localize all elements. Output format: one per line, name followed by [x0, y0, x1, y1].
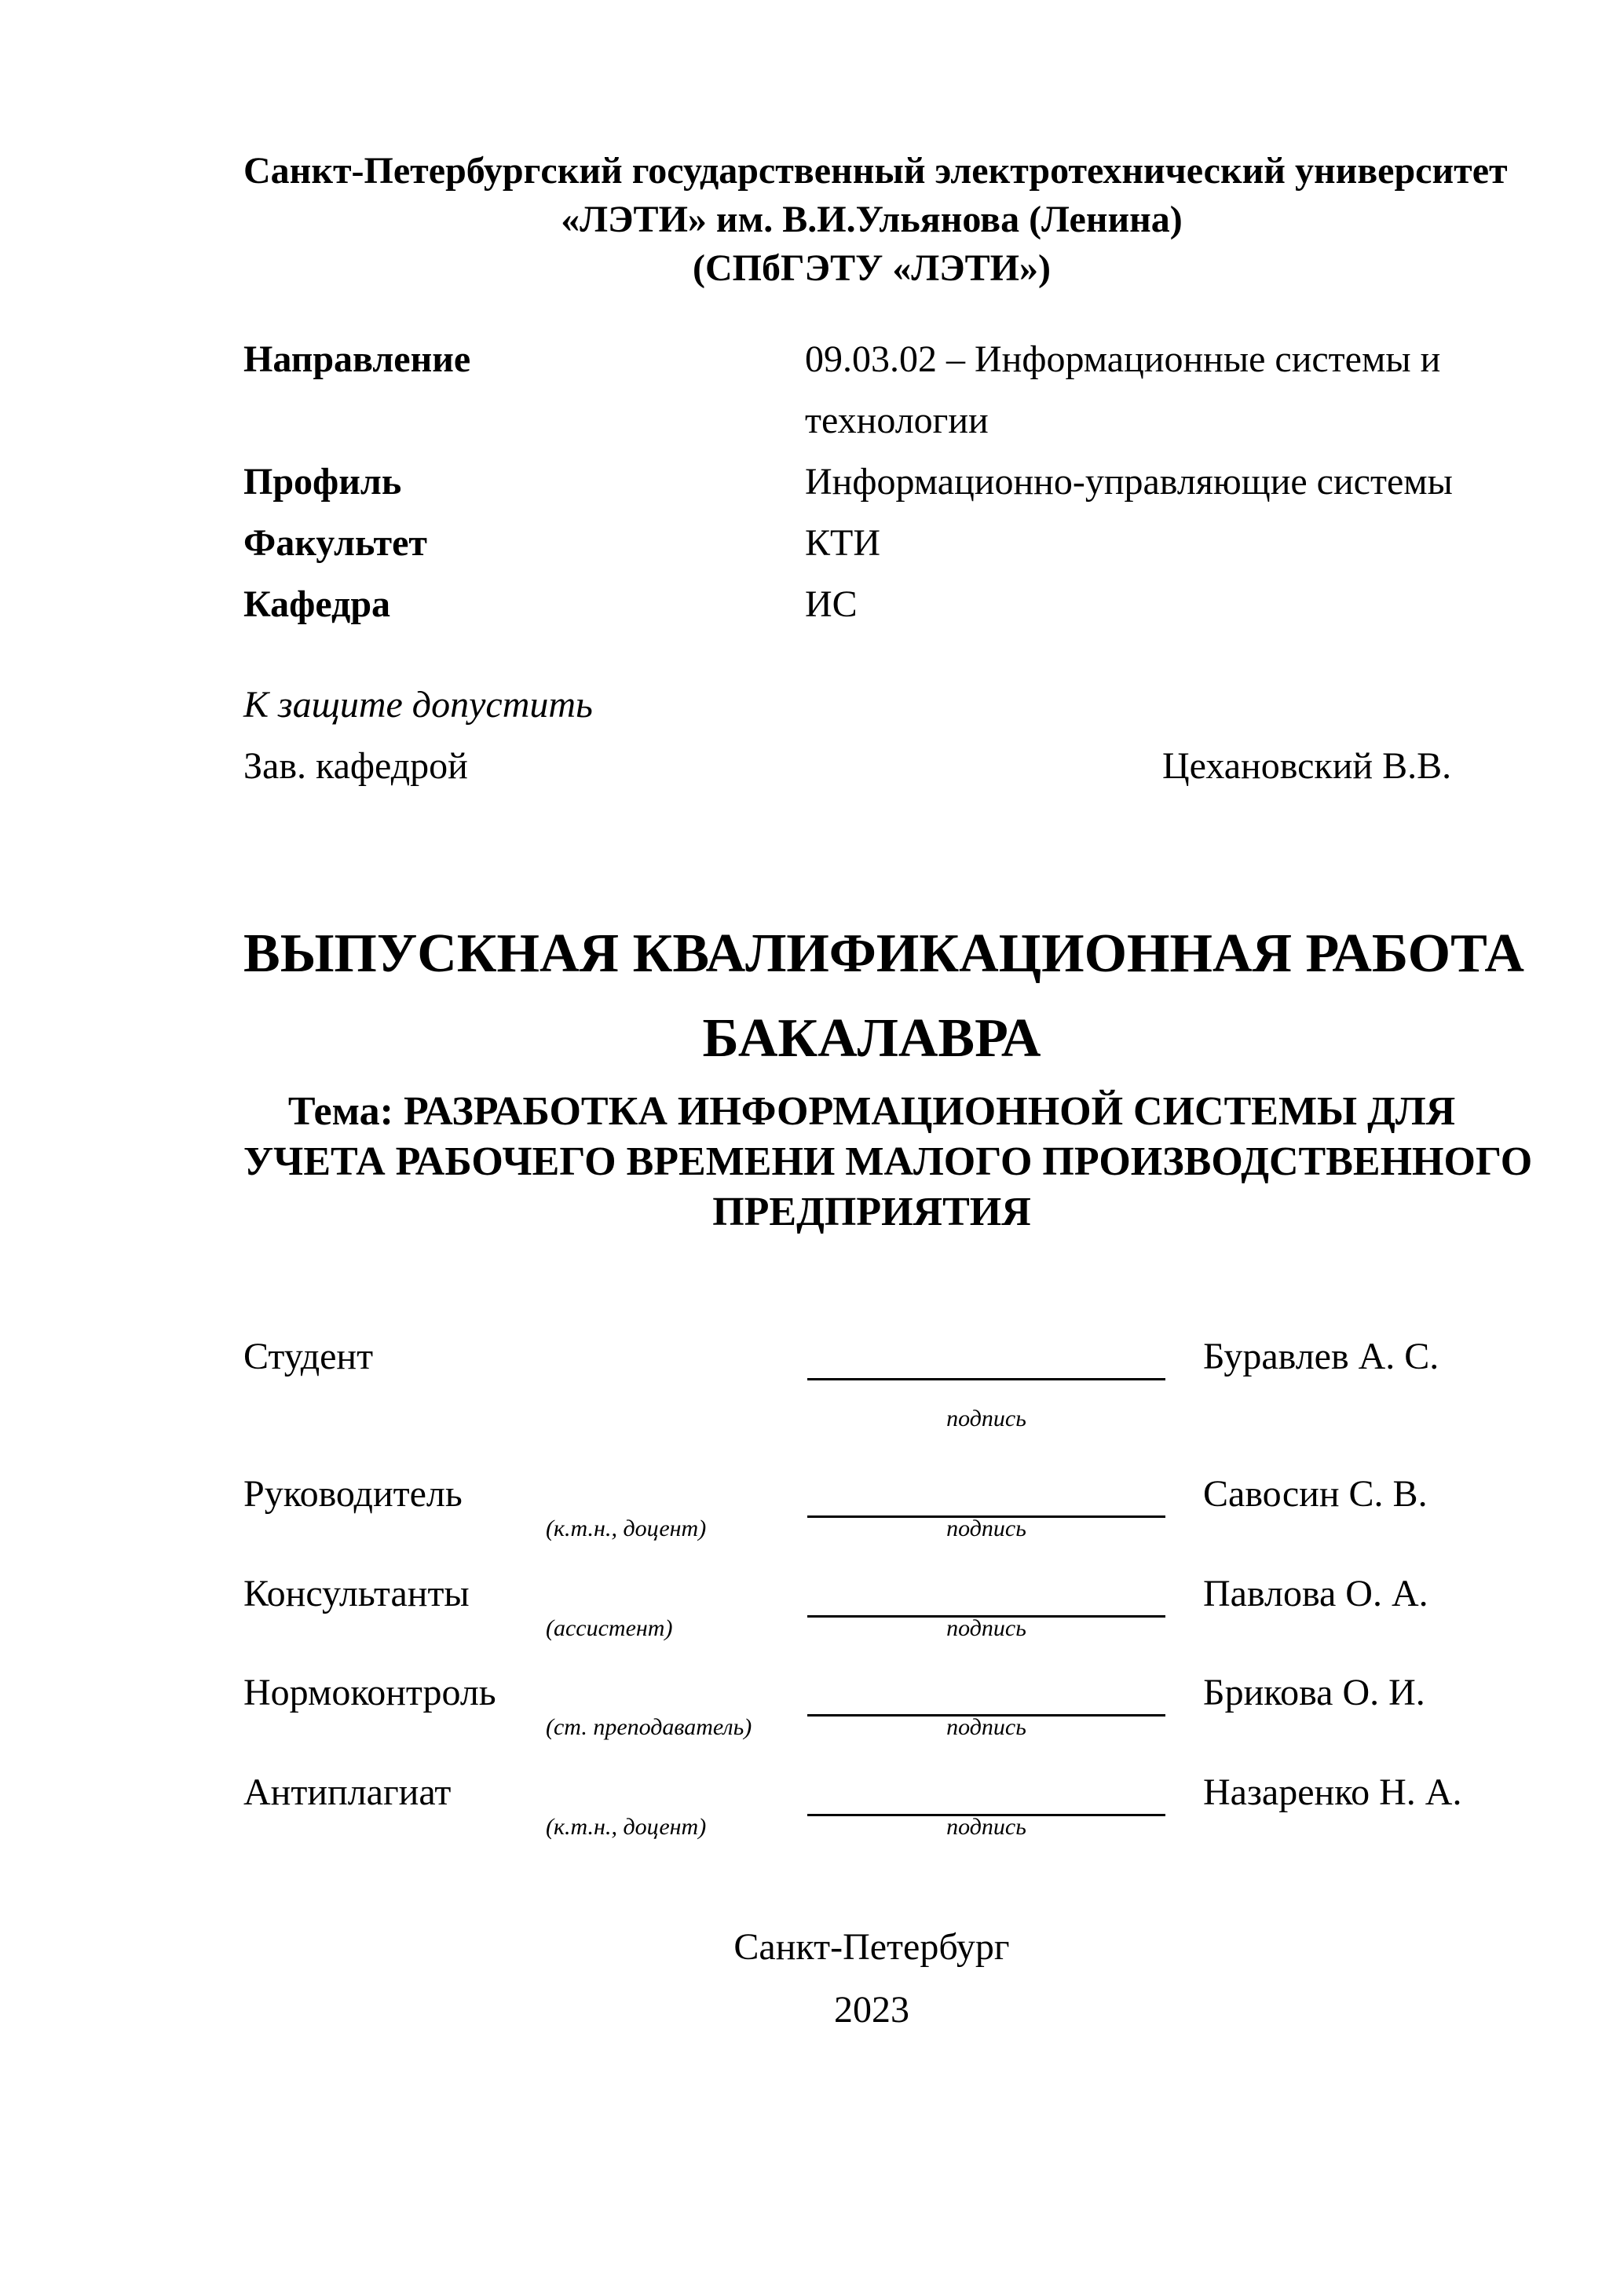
university-name-line1: Санкт-Петербургский государственный электротехнический университет: [243, 150, 1508, 192]
signature-caption: подпись: [946, 1714, 1026, 1740]
field-label-direction: Направление: [243, 338, 471, 380]
university-header: [243, 147, 1508, 293]
work-theme: [243, 1087, 1533, 1238]
signature-row-normcontrol: [243, 1674, 1500, 1776]
signature-caption: подпись: [946, 1406, 1026, 1431]
signature-qualifier-supervisor: (к.т.н., доцент): [546, 1515, 707, 1541]
work-title-line1: ВЫПУСКНАЯ КВАЛИФИКАЦИОННАЯ РАБОТА: [243, 923, 1524, 984]
signee-name-student: Буравлев А. С.: [1203, 1336, 1439, 1377]
field-row-direction: [243, 329, 1500, 452]
signee-name-supervisor: Савосин С. В.: [1203, 1473, 1428, 1515]
program-fields: [243, 329, 1500, 635]
signee-name-normcontrol: Брикова О. И.: [1203, 1672, 1425, 1713]
field-value-department: [805, 574, 1500, 635]
department-head-role: Зав. кафедрой: [243, 745, 468, 787]
signature-row-consultants: [243, 1575, 1500, 1677]
footer-year: 2023: [834, 1989, 909, 2031]
field-row-department: [243, 574, 1500, 635]
field-label-faculty: Факультет: [243, 522, 427, 564]
signature-role-consultants: Консультанты: [243, 1573, 470, 1614]
signature-row-antiplagiarism: [243, 1771, 1500, 1876]
signature-row-supervisor: [243, 1475, 1500, 1578]
signature-role-student: Студент: [243, 1336, 374, 1377]
signature-role-normcontrol: Нормоконтроль: [243, 1672, 496, 1713]
signature-role-supervisor: Руководитель: [243, 1473, 463, 1515]
page-footer: [243, 1916, 1500, 2042]
field-value-direction-line1: 09.03.02 – Информационные системы и: [805, 338, 1441, 380]
work-theme-line2: УЧЕТА РАБОЧЕГО ВРЕМЕНИ МАЛОГО ПРОИЗВОДСТВЕННОГО: [243, 1139, 1533, 1184]
work-title-line2: БАКАЛАВРА: [702, 1008, 1041, 1069]
field-value-profile: [805, 452, 1500, 513]
field-value-direction-line2: технологии: [805, 400, 989, 441]
signature-role-antiplagiarism: Антиплагиат: [243, 1771, 452, 1813]
signature-qualifier-normcontrol: (ст. преподаватель): [546, 1714, 752, 1740]
field-label-department: Кафедра: [243, 583, 391, 625]
signee-name-antiplagiarism: Назаренко Н. А.: [1203, 1771, 1462, 1813]
field-label-profile: Профиль: [243, 461, 402, 503]
signature-line: [807, 1378, 1165, 1380]
work-title: [243, 912, 1524, 1081]
admission-note: К защите допустить: [243, 684, 593, 726]
signature-caption: подпись: [946, 1814, 1026, 1840]
footer-city: Санкт-Петербург: [733, 1926, 1010, 1968]
signature-row-student: [243, 1338, 1500, 1440]
field-value-faculty-line1: КТИ: [805, 522, 880, 564]
work-theme-line1: Тема: РАЗРАБОТКА ИНФОРМАЦИОННОЙ СИСТЕМЫ ДЛЯ: [287, 1089, 1456, 1134]
work-theme-line3: ПРЕДПРИЯТИЯ: [712, 1190, 1031, 1234]
field-value-profile-line1: Информационно-управляющие системы: [805, 461, 1453, 503]
field-value-direction: [805, 329, 1500, 452]
signee-name-consultants: Павлова О. А.: [1203, 1573, 1428, 1614]
signature-qualifier-consultants: (ассистент): [546, 1615, 673, 1641]
signature-qualifier-antiplagiarism: (к.т.н., доцент): [546, 1814, 707, 1840]
signature-caption: подпись: [946, 1615, 1026, 1641]
university-abbreviation: (СПбГЭТУ «ЛЭТИ»): [693, 247, 1051, 289]
field-row-profile: [243, 452, 1500, 513]
field-row-faculty: [243, 513, 1500, 574]
department-head-row: [243, 742, 1500, 791]
page-content: [243, 0, 1533, 2296]
department-head-name: Цехановский В.В.: [1162, 745, 1452, 787]
field-value-department-line1: ИС: [805, 583, 858, 625]
field-value-faculty: [805, 513, 1500, 574]
university-name-line2: «ЛЭТИ» им. В.И.Ульянова (Ленина): [561, 199, 1183, 240]
signature-caption: подпись: [946, 1515, 1026, 1541]
